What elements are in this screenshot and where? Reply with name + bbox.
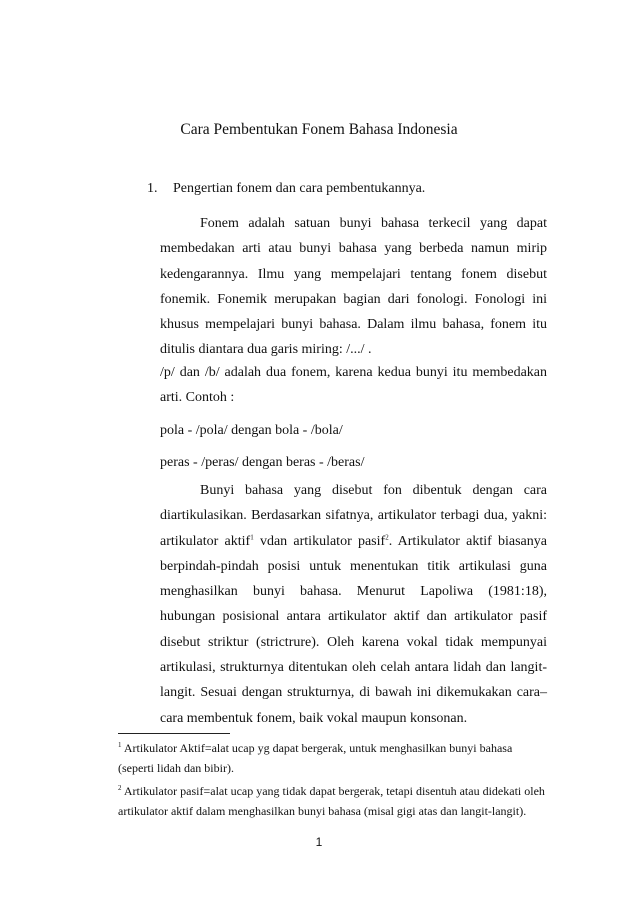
footnote-2: [118, 781, 548, 821]
footnote-mark-1: 1: [118, 741, 122, 749]
paragraph-articulation: [160, 478, 547, 731]
paragraph-definition: Fonem adalah satuan bunyi bahasa terkecil yang dapat membedakan arti atau bunyi bahasa yang berbeda namun mirip kedengarannya. Ilmu yang mempelajari tentang fonem disebut fonemik. Fonemik merupakan bagian dari fonologi. Fonologi ini khusus mempelajari bunyi bahasa. Dalam ilmu bahasa, fonem itu ditulis diantara dua garis miring: /.../ .: [160, 216, 547, 358]
footnote-ref-2[interactable]: 2: [385, 532, 389, 541]
example-pola-bola: pola - /pola/ dengan bola - /bola/: [160, 423, 343, 438]
footnote-text-1: Artikulator Aktif=alat ucap yg dapat bergerak, untuk menghasilkan bunyi bahasa (seperti lidah dan bibir).: [118, 741, 513, 775]
paragraph-example-intro: /p/ dan /b/ adalah dua fonem, karena kedua bunyi itu membedakan arti. Contoh :: [160, 365, 547, 406]
footnote-separator: [118, 733, 230, 734]
section-number: 1.: [147, 181, 158, 196]
page-number: 1: [315, 835, 323, 849]
footnote-1: [118, 738, 548, 778]
section-heading-text: Pengertian fonem dan cara pembentukannya.: [173, 181, 426, 196]
example-peras-beras: peras - /peras/ dengan beras - /beras/: [160, 455, 365, 470]
footnote-mark-2: 2: [118, 784, 122, 792]
footnote-ref-1[interactable]: 1: [250, 532, 254, 541]
document-title: Cara Pembentukan Fonem Bahasa Indonesia: [180, 121, 458, 138]
paragraph-articulation-part-a: Bunyi bahasa yang disebut fon dibentuk dengan cara diartikulasikan. Berdasarkan sifatnya, artikulator terbagi dua, yakni: artikulator aktif: [160, 483, 547, 549]
paragraph-articulation-part-c: . Artikulator aktif biasanya berpindah-pindah posisi untuk menentukan titik artikulasi guna menghasilkan bunyi bahasa. Menurut Lapoliwa (1981:18), hubungan posisional antara artikulator aktif dan artikulator pasif disebut striktur (strictrure). Oleh karena vokal tidak mempunyai artikulasi, strukturnya ditentukan oleh celah antara lidah dan langit-langit. Sesuai dengan strukturnya, di bawah ini dikemukakan cara–cara membentuk fonem, baik vokal maupun konsonan.: [160, 533, 547, 726]
footnote-text-2: Artikulator pasif=alat ucap yang tidak dapat bergerak, tetapi disentuh atau didekati oleh artikulator aktif dalam menghasilkan bunyi bahasa (misal gigi atas dan langit-langit).: [118, 784, 545, 818]
paragraph-articulation-part-b: vdan artikulator pasif: [253, 533, 386, 549]
section-heading: [147, 179, 425, 199]
